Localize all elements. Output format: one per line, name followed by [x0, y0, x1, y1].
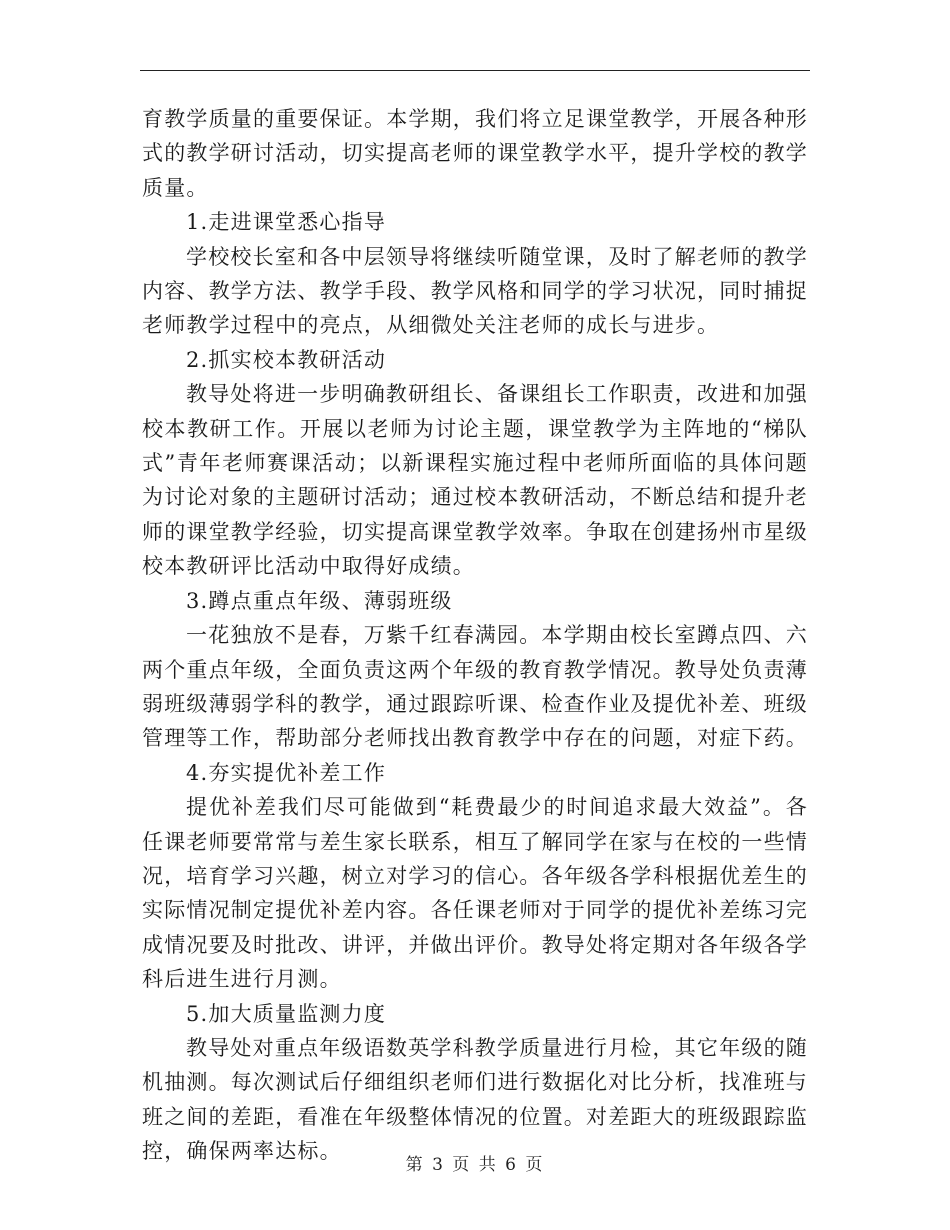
section-body-2: 教导处将进一步明确教研组长、备课组长工作职责，改进和加强校本教研工作。开展以老师为讨论主题，课堂教学为主阵地的“梯队式”青年老师赛课活动；以新课程实施过程中老师所面临的具体问题为讨论对象的主题研讨活动；通过校本教研活动，不断总结和提升老师的课堂教学经验，切实提高课堂教学效率。争取在创建扬州市星级校本教研评比活动中取得好成绩。: [142, 382, 808, 579]
section-heading-2: 2.抓实校本教研活动: [186, 347, 387, 372]
section-body-3: 一花独放不是春，万紫千红春满园。本学期由校长室蹲点四、六两个重点年级，全面负责这两个年级的教育教学情况。教导处负责薄弱班级薄弱学科的教学，通过跟踪听课、检查作业及提优补差、班级管理等工作，帮助部分老师找出教育教学中存在的问题，对症下药。: [142, 623, 808, 751]
section-body-4: 提优补差我们尽可能做到“耗费最少的时间追求最大效益”。各任课老师要常常与差生家长联系，相互了解同学在家与在校的一些情况，培育学习兴趣，树立对学习的信心。各年级各学科根据优差生的实际情况制定提优补差内容。各任课老师对于同学的提优补差练习完成情况要及时批改、讲评，并做出评价。教导处将定期对各年级各学科后进生进行月测。: [142, 795, 808, 992]
paragraph-continuation: 育教学质量的重要保证。本学期，我们将立足课堂教学，开展各种形式的教学研讨活动，切实提高老师的课堂教学水平，提升学校的教学质量。: [142, 107, 808, 200]
section-heading-5: 5.加大质量监测力度: [186, 1001, 387, 1026]
document-body: [142, 102, 808, 1169]
section-heading-1: 1.走进课堂悉心指导: [186, 210, 387, 235]
section-heading-4: 4.夯实提优补差工作: [186, 760, 387, 785]
section-body-1: 学校校长室和各中层领导将继续听随堂课，及时了解老师的教学内容、教学方法、教学手段、教学风格和同学的学习状况，同时捕捉老师教学过程中的亮点，从细微处关注老师的成长与进步。: [142, 244, 808, 338]
section-body-5: 教导处对重点年级语数英学科教学质量进行月检，其它年级的随机抽测。每次测试后仔细组织老师们进行数据化对比分析，找准班与班之间的差距，看准在年级整体情况的位置。对差距大的班级跟踪监控，确保两率达标。: [142, 1035, 808, 1164]
header-rule: [140, 70, 810, 71]
page-number-footer: 第 3 页 共 6 页: [405, 1155, 545, 1175]
section-heading-3: 3.蹲点重点年级、薄弱班级: [186, 588, 453, 613]
